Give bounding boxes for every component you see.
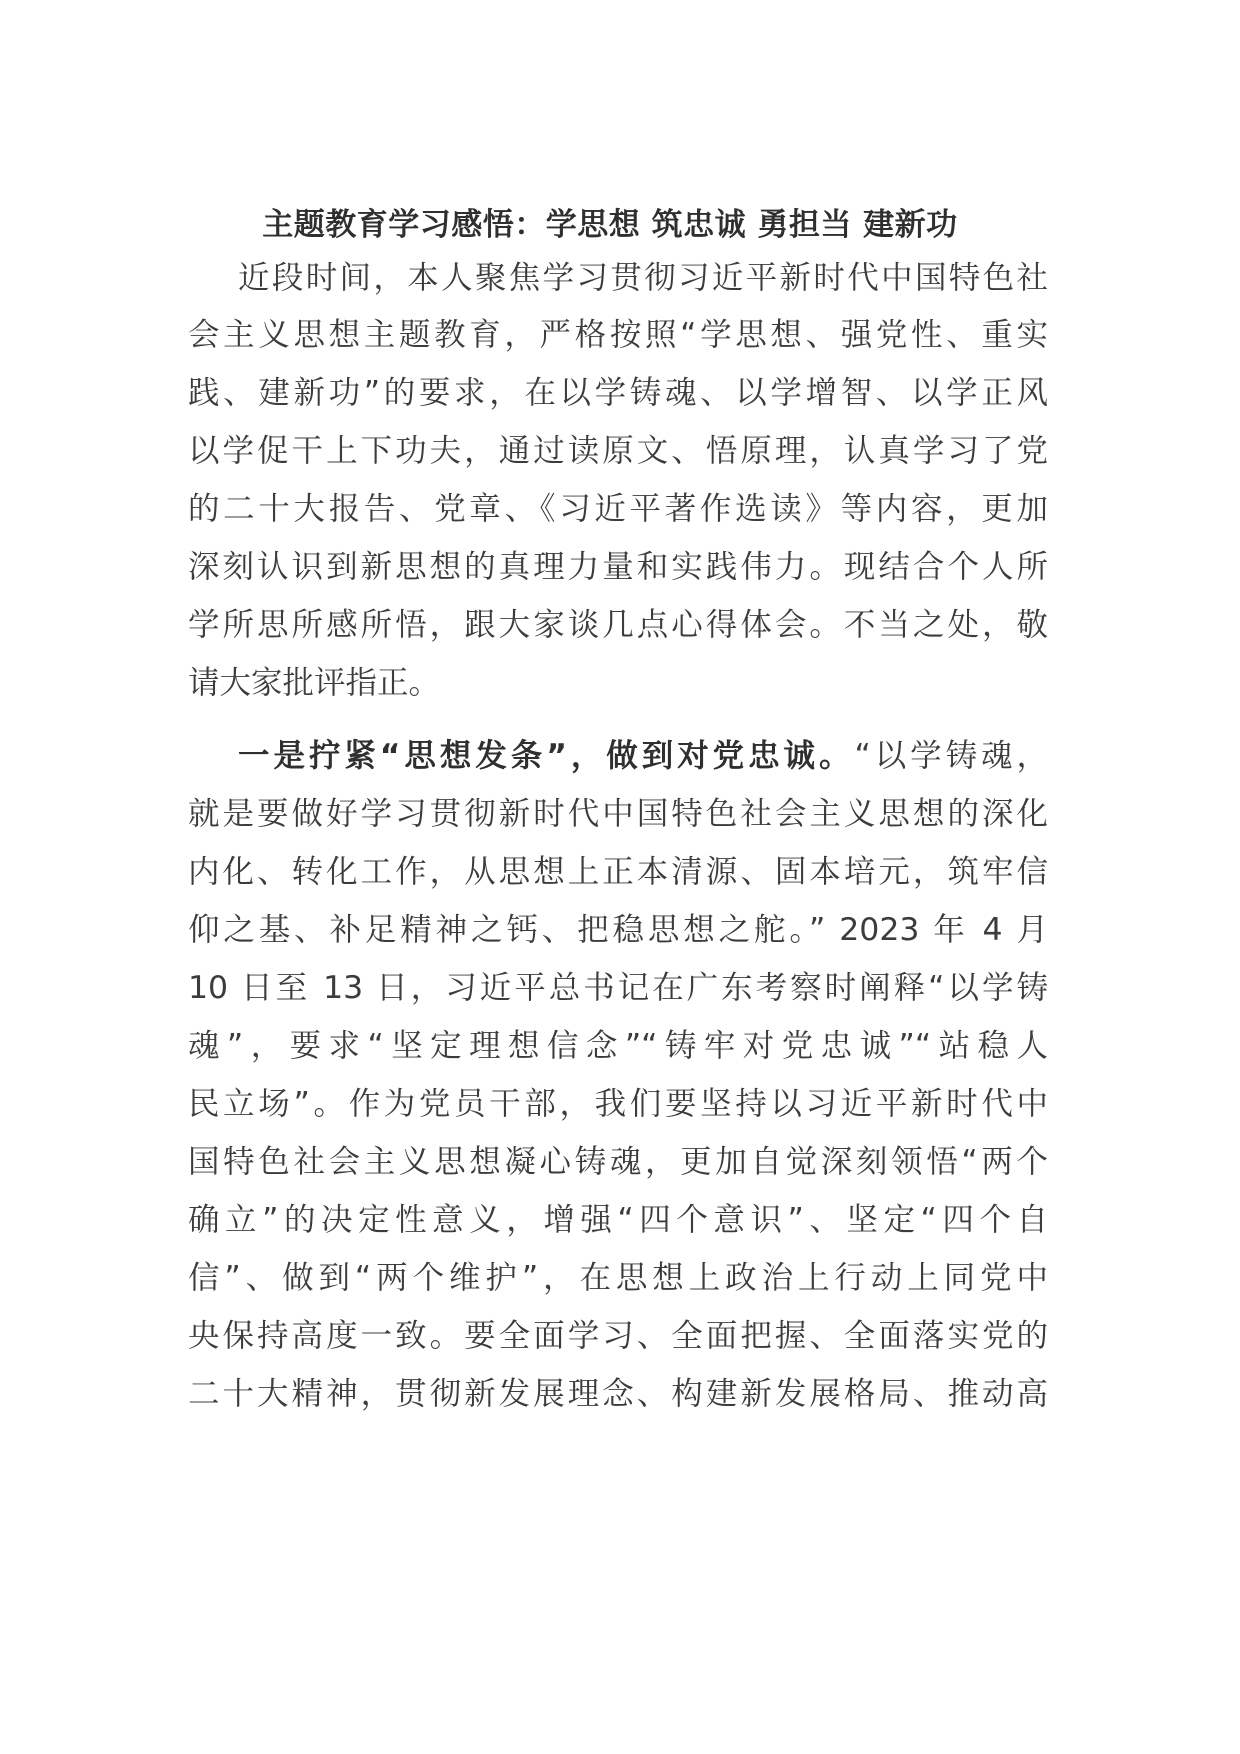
paragraph-2-line: 内化、转化工作，从思想上正本清源、固本培元，筑牢信 [188, 854, 1048, 890]
paragraph-1-line: 近段时间，本人聚焦学习贯彻习近平新时代中国特色社 [238, 260, 1048, 296]
paragraph-1-line: 请大家批评指正。 [188, 665, 441, 701]
paragraph-1-line: 以学促干上下功夫，通过读原文、悟原理，认真学习了党 [188, 433, 1048, 469]
paragraph-2-line: 央保持高度一致。要全面学习、全面把握、全面落实党的 [188, 1318, 1048, 1354]
paragraph-2-first-line [238, 734, 1048, 778]
document-title: 主题教育学习感悟：学思想 筑忠诚 勇担当 建新功 [262, 207, 958, 243]
paragraph-2-line: 仰之基、补足精神之钙、把稳思想之舵。” 2023 年 4 月 [188, 912, 1048, 948]
paragraph-2-line: 确立”的决定性意义，增强“四个意识”、坚定“四个自 [188, 1202, 1048, 1238]
paragraph-1-line: 深刻认识到新思想的真理力量和实践伟力。现结合个人所 [188, 549, 1048, 585]
paragraph-2-line: 国特色社会主义思想凝心铸魂，更加自觉深刻领悟“两个 [188, 1144, 1048, 1180]
paragraph-2-line: 二十大精神，贯彻新发展理念、构建新发展格局、推动高 [188, 1376, 1048, 1412]
paragraph-1-line: 践、建新功”的要求，在以学铸魂、以学增智、以学正风 [188, 375, 1048, 411]
paragraph-2-line: 就是要做好学习贯彻新时代中国特色社会主义思想的深化 [188, 796, 1048, 832]
paragraph-1-line: 的二十大报告、党章、《习近平著作选读》等内容，更加 [188, 491, 1048, 527]
paragraph-2-line: 10 日至 13 日，习近平总书记在广东考察时阐释“以学铸 [188, 970, 1048, 1006]
paragraph-1-line: 学所思所感所悟，跟大家谈几点心得体会。不当之处，敬 [188, 607, 1048, 643]
paragraph-2-line: 魂”，要求“坚定理想信念”“铸牢对党忠诚”“站稳人 [188, 1028, 1048, 1064]
paragraph-2-line: 信”、做到“两个维护”，在思想上政治上行动上同党中 [188, 1260, 1048, 1296]
paragraph-1-line: 会主义思想主题教育，严格按照“学思想、强党性、重实 [188, 317, 1048, 353]
paragraph-2-first-line-rest: “以学铸魂， [854, 738, 1048, 774]
paragraph-2-line: 民立场”。作为党员干部，我们要坚持以习近平新时代中 [188, 1086, 1048, 1122]
paragraph-2-lead: 一是拧紧“思想发条”，做到对党忠诚。 [238, 738, 855, 774]
